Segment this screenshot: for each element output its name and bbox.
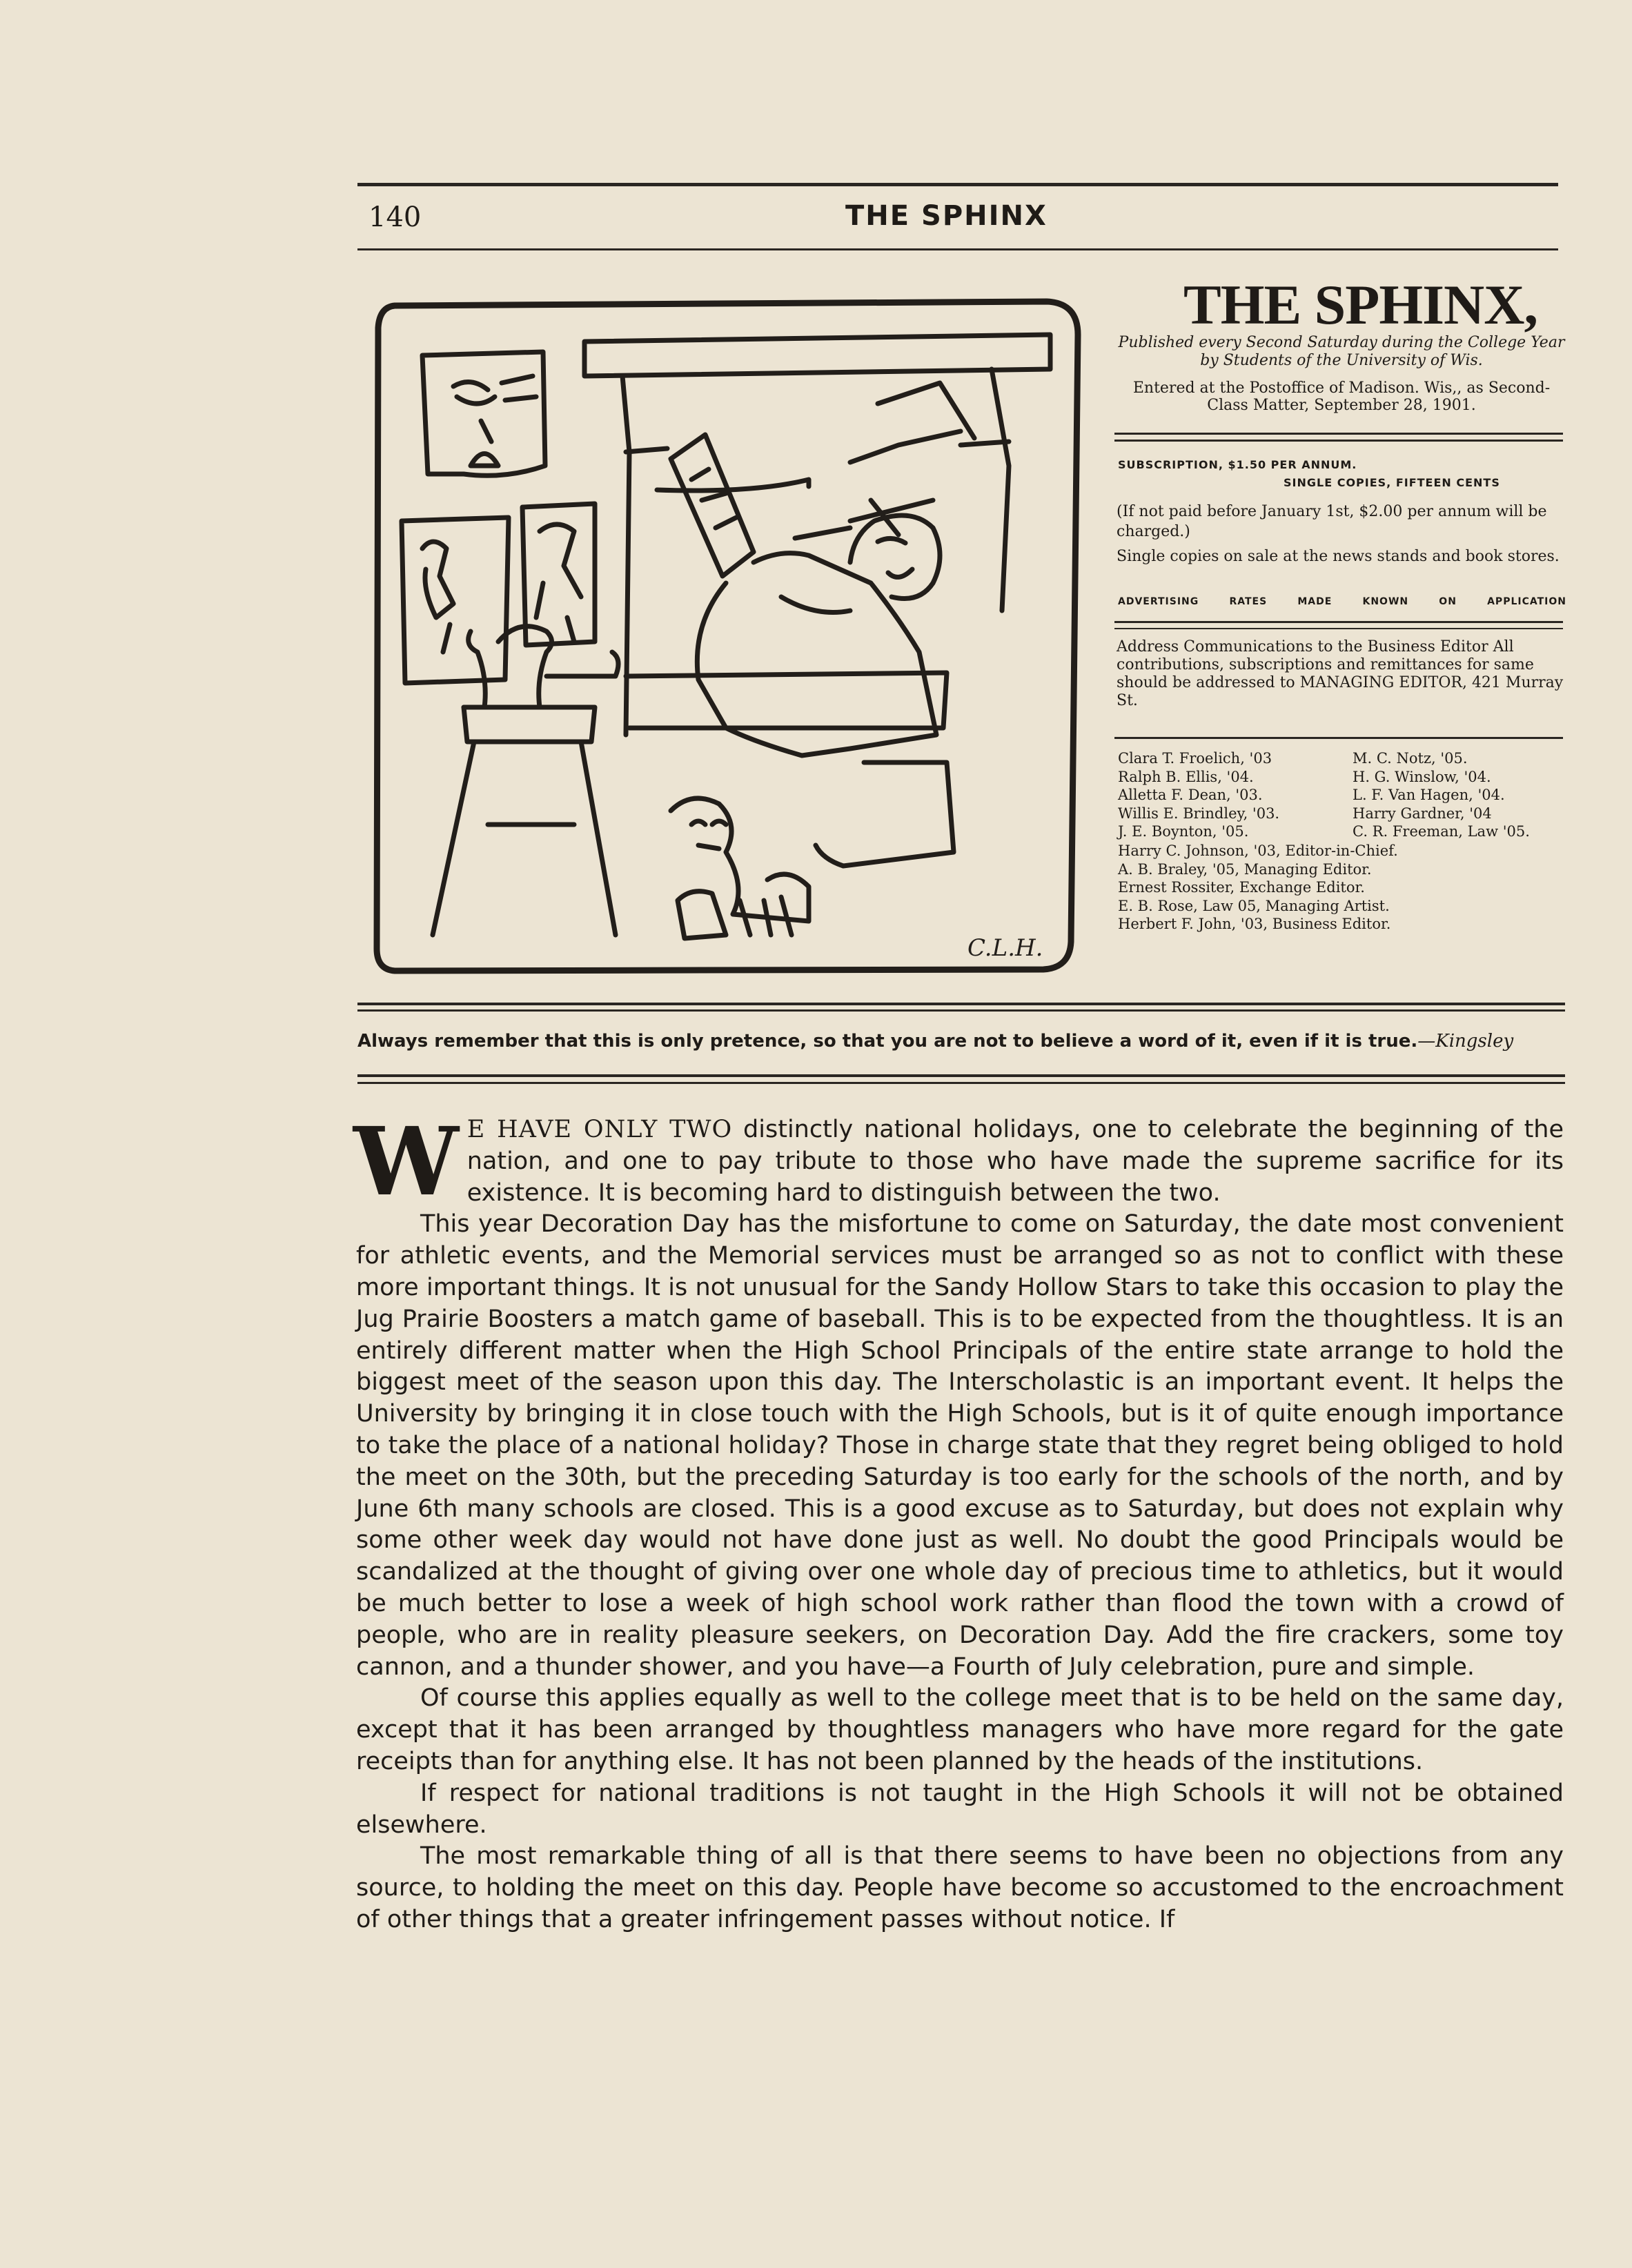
header-bottom-rule (357, 248, 1558, 250)
staff-right-column (1353, 749, 1530, 841)
staff-left-column (1118, 749, 1279, 841)
article-paragraph: Of course this applies equally as well to the college meet that is to be held on the same day, except that it has been arranged by thoughtless managers who have more regard for the gate receipts than for anything else. It has not been planned by the heads of the institutions. (356, 1684, 1564, 1775)
epigraph-rule-bottom-1 (357, 1074, 1565, 1077)
drop-cap: W (353, 1107, 459, 1217)
staff-member: L. F. Van Hagen, '04. (1353, 787, 1505, 804)
staff-officer: Ernest Rossiter, Exchange Editor. (1118, 879, 1365, 896)
address-rule-top (1114, 621, 1563, 623)
paragraph-text: distinctly national holidays, one to celebrate the beginning of the nation, and one to pay tribute to those who have made the supreme sacrifice for its existence. It is becoming hard to distinguish between the two. (466, 1116, 1564, 1207)
advertising-line: ADVERTISING RATES MADE KNOWN ON APPLICATION (1118, 596, 1566, 607)
staff-member: J. E. Boynton, '05. (1118, 823, 1249, 840)
address-note: Address Communications to the Business Editor All contributions, subscriptions and remittances for same should be addressed to MANAGING EDITOR, 421 Murray St. (1117, 638, 1564, 709)
staff-member: Harry Gardner, '04 (1353, 805, 1492, 822)
masthead-title: THE SPHINX, (1183, 273, 1537, 336)
staff-rule (1114, 737, 1563, 739)
postoffice-note: Entered at the Postoffice of Madison. Wis,, as Second-Class Matter, September 28, 1901. (1132, 379, 1551, 414)
masthead-double-rule-bottom (1114, 440, 1563, 442)
article-paragraph: If respect for national traditions is not taught in the High Schools it will not be obtained elsewhere. (356, 1779, 1564, 1839)
publication-note: Published every Second Saturday during the College Year by Students of the University of Wis. (1118, 334, 1565, 369)
opening-words: E HAVE ONLY TWO (466, 1116, 733, 1143)
article-paragraph: The most remarkable thing of all is that there seems to have been no objections from any source, to holding the meet on this day. People have become so accustomed to the encroachment of other things that a greater infringement passes without notice. If (356, 1842, 1564, 1933)
staff-member: M. C. Notz, '05. (1353, 750, 1468, 767)
staff-officer: E. B. Rose, Law 05, Managing Artist. (1118, 897, 1390, 914)
staff-member: Clara T. Froelich, '03 (1118, 750, 1272, 767)
staff-officer: A. B. Braley, '05, Managing Editor. (1118, 860, 1372, 878)
staff-member: C. R. Freeman, Law '05. (1353, 823, 1530, 840)
article-body (353, 1107, 1564, 1936)
epigraph-text: Always remember that this is only pretence, so that you are not to believe a word of it, even if it is true. (357, 1031, 1418, 1052)
staff-officer: Herbert F. John, '03, Business Editor. (1118, 916, 1391, 933)
article-paragraph: This year Decoration Day has the misfortune to come on Saturday, the date most convenient for athletic events, and the Memorial services must be arranged so as not to conflict with these more important things. It is not unusual for the Sandy Hollow Stars to take this occasion to play the Jug Prairie Boosters a match game of baseball. This is to be expected from the thoughtless. It is an entirely different matter when the High School Principals of the entire state arrange to hold the biggest meet of the season upon this day. The Interscholastic is an important event. It helps the University by bringing it in close touch with the High Schools, but is it of quite enough importance to take the place of a national holiday? Those in charge state that they regret being obliged to hold the meet on the 30th, but the preceding Saturday is too early for the schools of the north, and by June 6th many schools are closed. This is a good excuse as to Saturday, but does not explain why some other week day would not have done just as well. No doubt the good Principals would be scandalized at the thought of giving over one whole day of precious time to athletics, but it would be much better to lose a week of high school work rather than flood the town with a crowd of people, who are in reality pleasure seekers, on Decoration Day. Add the fire crackers, some toy cannon, and a thunder shower, and you have—a Fourth of July celebration, pure and simple. (356, 1210, 1564, 1681)
staff-officers (1118, 842, 1398, 934)
staff-member: H. G. Winslow, '04. (1353, 768, 1491, 785)
epigraph (357, 1031, 1568, 1052)
overdue-note: (If not paid before January 1st, $2.00 per annum will be charged.) (1117, 503, 1547, 540)
staff-member: Willis E. Brindley, '03. (1118, 805, 1280, 822)
editorial-illustration (367, 293, 1089, 979)
article-paragraph (353, 1107, 1564, 1217)
staff-member: Ralph B. Ellis, '04. (1118, 768, 1254, 785)
epigraph-attribution: —Kingsley (1417, 1031, 1514, 1052)
single-copies-line: SINGLE COPIES, FIFTEEN CENTS (1284, 476, 1500, 489)
epigraph-rule-bottom-2 (357, 1082, 1565, 1084)
running-title: THE SPHINX (845, 200, 1048, 232)
staff-member: Alletta F. Dean, '03. (1118, 787, 1263, 804)
news-stands-note: Single copies on sale at the news stands and book stores. (1117, 548, 1560, 565)
epigraph-rule-top-2 (357, 1009, 1565, 1012)
artist-initials: C.L.H. (967, 934, 1043, 962)
masthead-double-rule-top (1114, 433, 1563, 435)
subscription-line: SUBSCRIPTION, $1.50 PER ANNUM. (1118, 458, 1357, 471)
header-top-rule (357, 183, 1558, 186)
address-rule-bottom (1114, 628, 1563, 629)
page-number: 140 (368, 201, 422, 233)
staff-officer: Harry C. Johnson, '03, Editor-in-Chief. (1118, 842, 1398, 859)
epigraph-rule-top-1 (357, 1003, 1565, 1005)
